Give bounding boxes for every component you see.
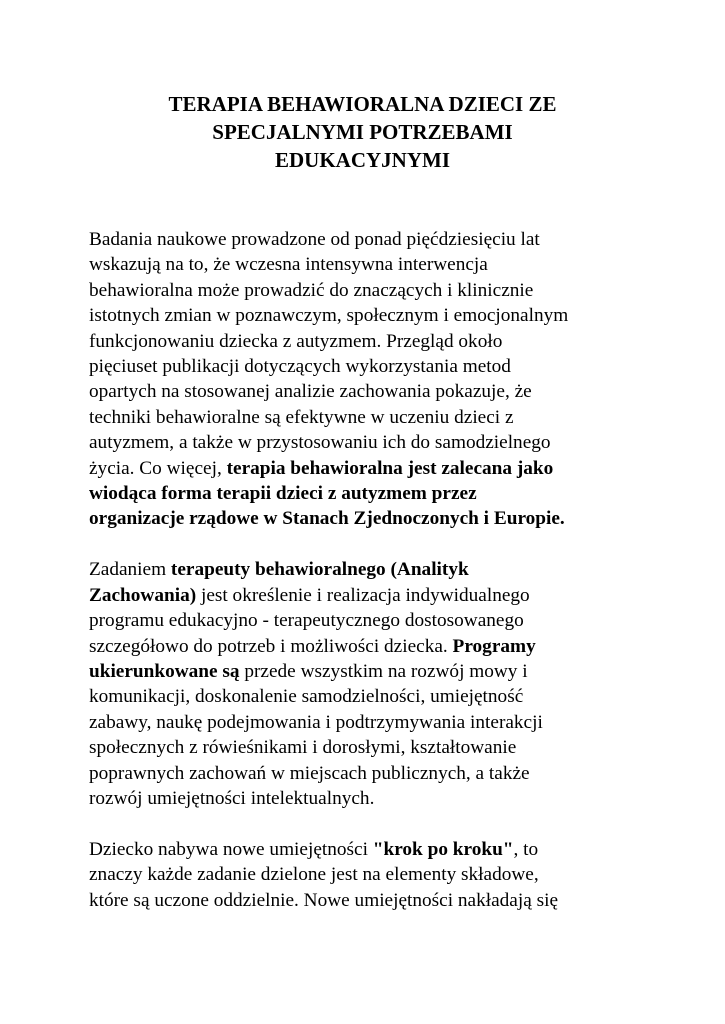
title-line: EDUKACYJNYMI <box>275 148 450 172</box>
text-line <box>89 456 649 481</box>
text-line: opartych na stosowanej analizie zachowania pokazuje, że <box>89 381 532 403</box>
title-line: SPECJALNYMI POTRZEBAMI <box>212 120 513 144</box>
text-line: pięciuset publikacji dotyczących wykorzystania metod <box>89 356 511 378</box>
text-line: wskazują na to, że wczesna intensywna interwencja <box>89 254 488 276</box>
text-line <box>89 557 649 582</box>
paragraph-2 <box>89 557 649 811</box>
text-line <box>89 506 649 531</box>
text-line: rozwój umiejętności intelektualnych. <box>89 788 375 810</box>
text-line: techniki behawioralne są efektywne w uczeniu dzieci z <box>89 406 514 428</box>
bold-text: Zachowania) <box>89 584 197 606</box>
paragraph-1 <box>89 227 649 532</box>
paragraph-3 <box>89 837 649 913</box>
bold-text: Programy <box>452 635 536 657</box>
text-line <box>89 634 649 659</box>
document-title <box>110 90 615 174</box>
text-line: autyzmem, a także w przystosowaniu ich do samodzielnego <box>89 432 551 454</box>
text-line <box>89 837 649 862</box>
text-line: Badania naukowe prowadzone od ponad pięćdziesięciu lat <box>89 229 540 250</box>
bold-text: terapia behawioralna jest zalecana jako <box>226 457 554 479</box>
bold-text: wiodąca forma terapii dzieci z autyzmem przez <box>89 483 477 505</box>
plain-text: życia. Co więcej, <box>89 457 227 479</box>
text-line <box>89 659 649 684</box>
document-body <box>89 227 649 939</box>
text-line <box>89 481 649 506</box>
text-line: znaczy każde zadanie dzielone jest na elementy składowe, <box>89 864 539 886</box>
text-line: zabawy, naukę podejmowania i podtrzymywania interakcji <box>89 711 543 733</box>
plain-text: Dziecko nabywa nowe umiejętności <box>89 838 373 860</box>
plain-text: jest określenie i realizacja indywidualnego <box>196 584 530 606</box>
title-line: TERAPIA BEHAWIORALNA DZIECI ZE <box>168 92 557 116</box>
bold-text: organizacje rządowe w Stanach Zjednoczonych i Europie. <box>89 508 565 530</box>
text-line: które są uczone oddzielnie. Nowe umiejętności nakładają się <box>89 889 559 911</box>
bold-text: "krok po kroku" <box>372 838 514 860</box>
plain-text: , to <box>513 838 539 860</box>
text-line: istotnych zmian w poznawczym, społecznym i emocjonalnym <box>89 305 569 327</box>
text-line: funkcjonowaniu dziecka z autyzmem. Przegląd około <box>89 330 503 352</box>
bold-text: terapeuty behawioralnego (Analityk <box>170 559 469 581</box>
text-line: społecznych z rówieśnikami i dorosłymi, kształtowanie <box>89 737 517 759</box>
text-line: behawioralna może prowadzić do znaczących i klinicznie <box>89 279 534 301</box>
plain-text: szczegółowo do potrzeb i możliwości dziecka. <box>89 635 453 657</box>
plain-text: Zadaniem <box>89 559 171 581</box>
text-line: komunikacji, doskonalenie samodzielności, umiejętność <box>89 686 524 708</box>
text-line: poprawnych zachowań w miejscach publicznych, a także <box>89 762 530 784</box>
text-line <box>89 583 649 608</box>
plain-text: przede wszystkim na rozwój mowy i <box>239 661 528 682</box>
bold-text: ukierunkowane są <box>89 661 240 682</box>
text-line: programu edukacyjno - terapeutycznego dostosowanego <box>89 610 524 632</box>
